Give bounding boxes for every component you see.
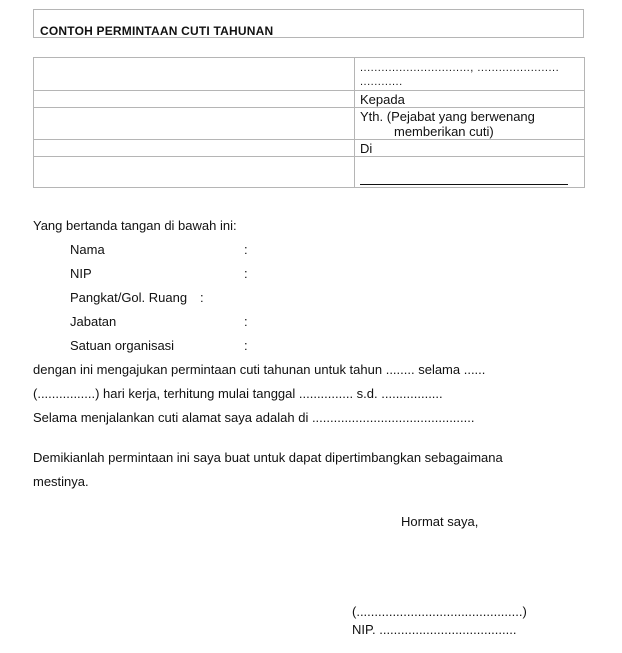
field-colon: : (244, 338, 248, 353)
recipient-cell (355, 108, 585, 140)
request-line-2: (................) hari kerja, terhitung mulai tanggal ............... s.d. ................. (33, 386, 443, 401)
document-title-box (33, 9, 584, 38)
kepada-text: Kepada (360, 92, 405, 107)
closing-line-1: Demikianlah permintaan ini saya buat untuk dapat dipertimbangkan sebagaimana (33, 450, 503, 465)
field-colon: : (244, 314, 248, 329)
request-line-1: dengan ini mengajukan permintaan cuti tahunan untuk tahun ........ selama ...... (33, 362, 486, 377)
address-line: Selama menjalankan cuti alamat saya adalah di ............................................. (33, 410, 475, 425)
closing-line-2: mestinya. (33, 474, 89, 489)
date-cell (355, 58, 585, 91)
di-text: Di (360, 141, 373, 156)
field-colon: : (244, 242, 248, 257)
signature-greeting: Hormat saya, (401, 514, 479, 529)
recipient-line-2: memberikan cuti) (394, 124, 494, 139)
field-label-satuan-organisasi: Satuan organisasi (70, 338, 175, 353)
address-table (33, 57, 585, 188)
location-underline (360, 184, 568, 185)
address-table-left-cell (34, 58, 355, 91)
field-label-jabatan: Jabatan (70, 314, 117, 329)
recipient-line-1: Yth. (Pejabat yang berwenang (360, 109, 535, 124)
address-table-left-cell (34, 91, 355, 108)
di-cell (355, 140, 585, 157)
signature-name-line: (..............................................) (352, 604, 527, 619)
address-table-left-cell (34, 157, 355, 188)
field-label-nama: Nama (70, 242, 105, 257)
field-label-nip: NIP (70, 266, 92, 281)
field-colon: : (200, 290, 204, 305)
signature-nip-line: NIP. ...................................... (352, 622, 517, 637)
date-line-1: ..............................., ....................... (360, 62, 560, 74)
field-colon: : (244, 266, 248, 281)
date-line-2: ............ (360, 76, 403, 88)
kepada-cell (355, 91, 585, 108)
location-cell (355, 157, 585, 188)
intro-text: Yang bertanda tangan di bawah ini: (33, 218, 237, 233)
field-label-pangkat: Pangkat/Gol. Ruang (70, 290, 188, 305)
document-title: CONTOH PERMINTAAN CUTI TAHUNAN (40, 24, 274, 38)
address-table-left-cell (34, 140, 355, 157)
address-table-left-cell (34, 108, 355, 140)
